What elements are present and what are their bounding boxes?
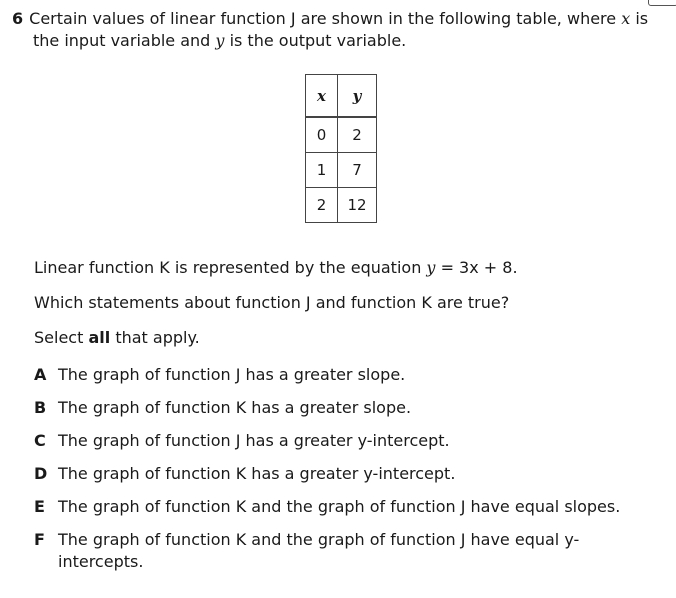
table-cell-y: 2 [338,117,377,153]
table-row [306,188,377,223]
choice-text: The graph of function K and the graph of function J have equal slopes. [58,497,621,516]
choice-letter: D [34,464,48,483]
choice-text: The graph of function K has a greater slope. [58,398,412,417]
choice-letter: B [34,398,47,417]
function-k-statement [34,257,518,279]
table-header-y: y [338,75,377,118]
choice-text: The graph of function J has a greater slope. [58,365,406,384]
choice-a[interactable] [34,364,405,386]
statement-equation: = 3x + 8. [440,258,518,277]
select-text-bold: all [88,328,111,347]
choice-text: The graph of function J has a greater y-intercept. [58,431,450,450]
choice-text: The graph of function K has a greater y-intercept. [58,464,456,483]
question-number: 6 [12,9,24,28]
choice-letter: C [34,431,46,450]
table-header-row [306,75,377,118]
choice-e[interactable] [34,496,620,518]
statement-text: Linear function K is represented by the equation [34,258,422,277]
prompt-line-1 [12,8,667,30]
prompt-variable-y: y [215,31,225,50]
table-cell-y: 7 [338,153,377,188]
prompt-text-3: is the output variable. [229,31,407,50]
prompt-line-2 [12,30,667,52]
choice-letter: F [34,530,45,549]
select-text-before: Select [34,328,84,347]
table-cell-x: 0 [306,117,338,153]
table-cell-x: 1 [306,153,338,188]
question-prompt [12,8,667,52]
statement-variable-y: y [426,258,436,277]
corner-mark [648,0,676,6]
choice-letter: A [34,365,47,384]
values-table [305,74,377,223]
table-cell-y: 12 [338,188,377,223]
choice-c[interactable] [34,430,450,452]
choice-f[interactable] [34,529,618,573]
prompt-text-is: is [635,9,649,28]
choice-d[interactable] [34,463,455,485]
prompt-variable-x: x [621,9,631,28]
select-text-after: that apply. [115,328,200,347]
select-instruction [34,327,200,349]
prompt-text-2: the input variable and [33,31,211,50]
table-row [306,153,377,188]
choice-text: The graph of function K and the graph of function J have equal y-intercepts. [58,530,580,571]
choice-b[interactable] [34,397,411,419]
table-row [306,117,377,153]
instruction-text: Which statements about function J and function K are true? [34,293,510,312]
table-cell-x: 2 [306,188,338,223]
table-header-x: x [306,75,338,118]
prompt-text-1: Certain values of linear function J are shown in the following table, where [29,9,617,28]
choice-letter: E [34,497,45,516]
